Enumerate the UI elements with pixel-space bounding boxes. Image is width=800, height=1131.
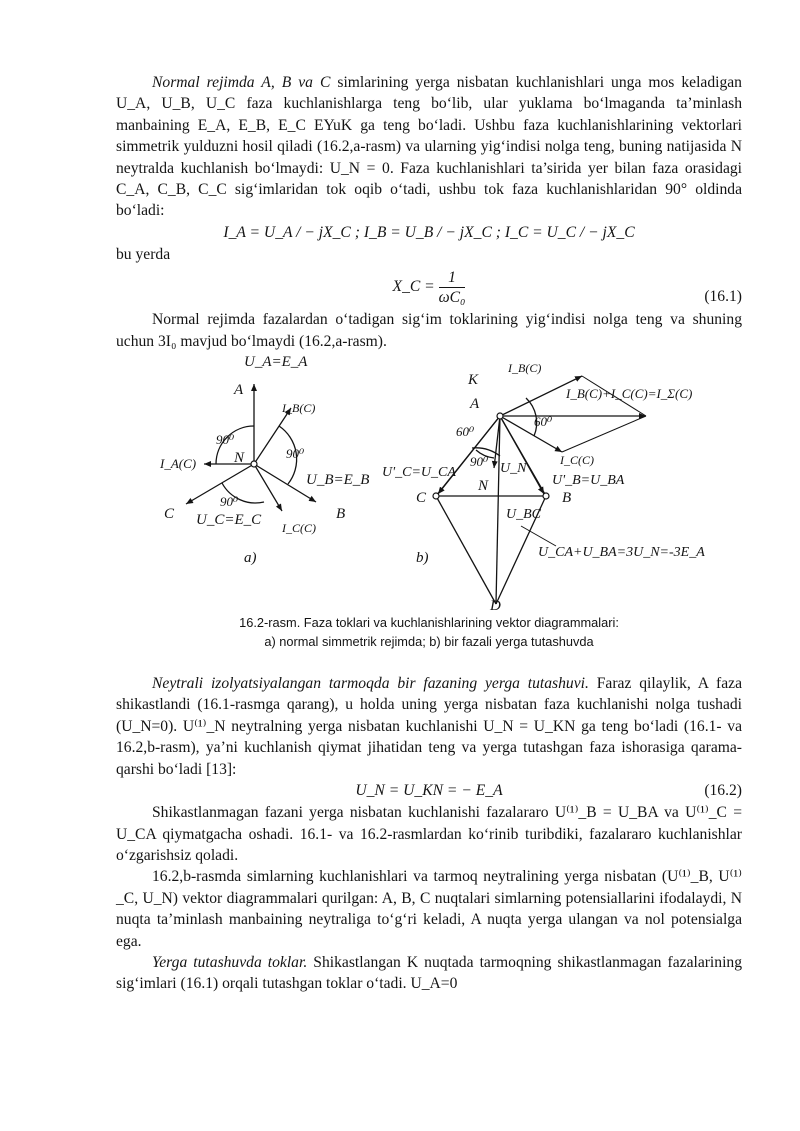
paragraph-lead: Normal rejimda A, B va C [152,74,331,91]
label-u-sum: U_CA+U_BA=3U_N=-3E_A [538,545,705,561]
label-uc-prime: U'_C=U_CA [382,465,456,481]
paragraph-text: simlarining yerga nisbatan kuchlanishlari unga mos keladigan U_A, U_B, U_C faza kuchlanishlarga teng bo‘lib, ular yuklama bo‘lmaganda ta’minlash manbaining E_A, E_B, E_C EYuK ga teng bo‘ladi. Ushbu faza kuchlanishlarining vektorlari simmetrik yulduzni hosil qiladi (16.2,a-rasm) va ularning yig‘indisi nolga teng, buning natijasida N neytralda kuchlanish bo‘lmaydi: U_N = 0. Faza kuchlanishlari ta’sirida yer bilan faza orasidagi C_A, C_B, C_C sig‘imlaridan tok oqib o‘tadi, ushbu tok faza kuchlanishlaridan 90° oldinda bo‘ladi: [116,74,742,220]
label-a-b: A [470,396,480,413]
paragraph-lead: Neytrali izolyatsiyalangan tarmoqda bir fazaning yerga tutashuvi. [152,675,589,693]
caption-line-2: a) normal simmetrik rejimda; b) bir fazali yerga tutashuvda [264,634,594,650]
label-ub-eb: U_B=E_B [306,472,370,489]
label-a: A [234,382,244,399]
label-ib-c: I_B(C) [282,401,316,416]
label-un: U_N [500,461,527,477]
label-ia-c: I_A(C) [160,456,197,472]
label-90-right: 90⁰ [286,446,305,462]
label-b: B [336,506,346,523]
equation-number: (16.1) [704,288,742,306]
fraction-numerator: 1 [439,268,466,288]
equation-un [116,780,742,802]
paragraph-normal-mode [116,72,742,222]
point-b-b [543,493,549,499]
figure-svg [116,356,742,611]
figure-vector-diagrams [116,356,742,611]
label-uc-ec: U_C=E_C [196,512,262,529]
page-content [116,72,742,995]
label-c-b: C [416,490,427,507]
label-ib-c-b: I_B(C) [508,361,542,376]
paragraph-diagram-description: 16.2,b-rasmda simlarning kuchlanishlari va tarmoq neytralining yerga nisbatan (U⁽¹⁾_B, U⁽¹⁾_C, U_N) vektor diagrammalari qurilgan: A, B, C nuqtalari simlarning potensiallarini ifodalaydi, N nuqta ta’minlash manbaining neytraliga to‘g‘ri keladi, A nuqta yerga ulangan va nol potensialga ega. [116,868,742,950]
neutral-point-a [251,461,257,467]
paragraph-lead: Yerga tutashuvda toklar. [152,953,308,971]
fraction-denominator: ωC₀ [438,289,466,307]
label-ua-ea: U_A=E_A [244,356,308,371]
point-a-b [497,413,503,419]
equation-xc [116,265,742,309]
paragraph-bu-yerda: bu yerda [116,245,171,263]
paragraph-text: Shikastlangan K nuqtada tarmoqning shikastlanmagan fazalarining sig‘imlari (16.1) orqali tutashgan toklar o‘tadi. U_A=0 [116,953,742,993]
line-parallelogram-2 [562,416,646,452]
figure-caption [116,613,742,651]
line-c-d [436,496,496,604]
label-ic-c: I_C(C) [282,521,316,536]
equation-number: (16.2) [704,782,742,800]
equation-lhs: X_C = [392,278,435,296]
label-n-b: N [478,478,489,495]
label-60-right: 60⁰ [534,414,553,430]
paragraph-undamaged-phase: Shikastlanmagan fazani yerga nisbatan kuchlanishi fazalararo U⁽¹⁾_B = U_BA va U⁽¹⁾_C = U_CA qiymatgacha oshadi. 16.1- va 16.2-rasmlardan ko‘rinib turibdiki, fazalararo kuchlanishlar o‘zgarishsiz qoladi. [116,804,742,864]
point-c-b [433,493,439,499]
equation-text: I_A = U_A / − jX_C ; I_B = U_B / − jX_C ; I_C = U_C / − jX_C [223,223,635,241]
leader-sum [521,526,556,546]
label-c: C [164,506,175,523]
label-b-b: B [562,490,572,507]
panel-label-a: a) [244,550,257,567]
label-90-top: 90⁰ [216,432,235,448]
label-60-left: 60⁰ [456,424,475,440]
vector-ic-b [500,416,562,452]
equation-currents [116,222,742,244]
paragraph-text: Faraz qilaylik, A faza shikastlandi (16.1-rasmga qarang), u holda uning yerga nisbatan faza kuchlanishi nolga tushadi (U_N=0). U⁽¹⁾_N neytralning yerga nisbatan kuchlanishi U_N = U_KN ga teng bo‘ladi (16.1- va 16.2,b-rasm), ya’ni kuchlanish qiymat jihatidan teng va yerga tutashgan faza ishorasiga qarama-qarshi bo‘ladi [13]: [116,675,742,778]
label-k: K [468,372,479,389]
label-90-bottom: 90⁰ [220,494,239,510]
equation-text: U_N = U_KN = − E_A [355,782,503,800]
paragraph-capacitive-sum: Normal rejimda fazalardan o‘tadigan sig‘im toklarining yig‘indisi nolga teng va shuning uchun 3I₀ mavjud bo‘lmaydi (16.2,a-rasm). [116,311,742,350]
label-ub-prime: U'_B=U_BA [552,473,625,489]
paragraph-fault-currents [116,952,742,995]
label-n: N [234,450,245,467]
equation-fraction [439,268,466,307]
caption-line-1: 16.2-rasm. Faza toklari va kuchlanishlarining vektor diagrammalari: [239,615,619,631]
label-ubc: U_BC [506,507,541,523]
panel-label-b: b) [416,550,429,567]
vector-ic [254,464,282,511]
paragraph-ground-fault [116,673,742,780]
label-ic-c-b: I_C(C) [560,453,594,468]
label-d: D [490,598,501,612]
label-90-b: 90⁰ [470,454,489,470]
label-i-sum: I_B(C)+I_C(C)=I_Σ(C) [566,386,693,402]
